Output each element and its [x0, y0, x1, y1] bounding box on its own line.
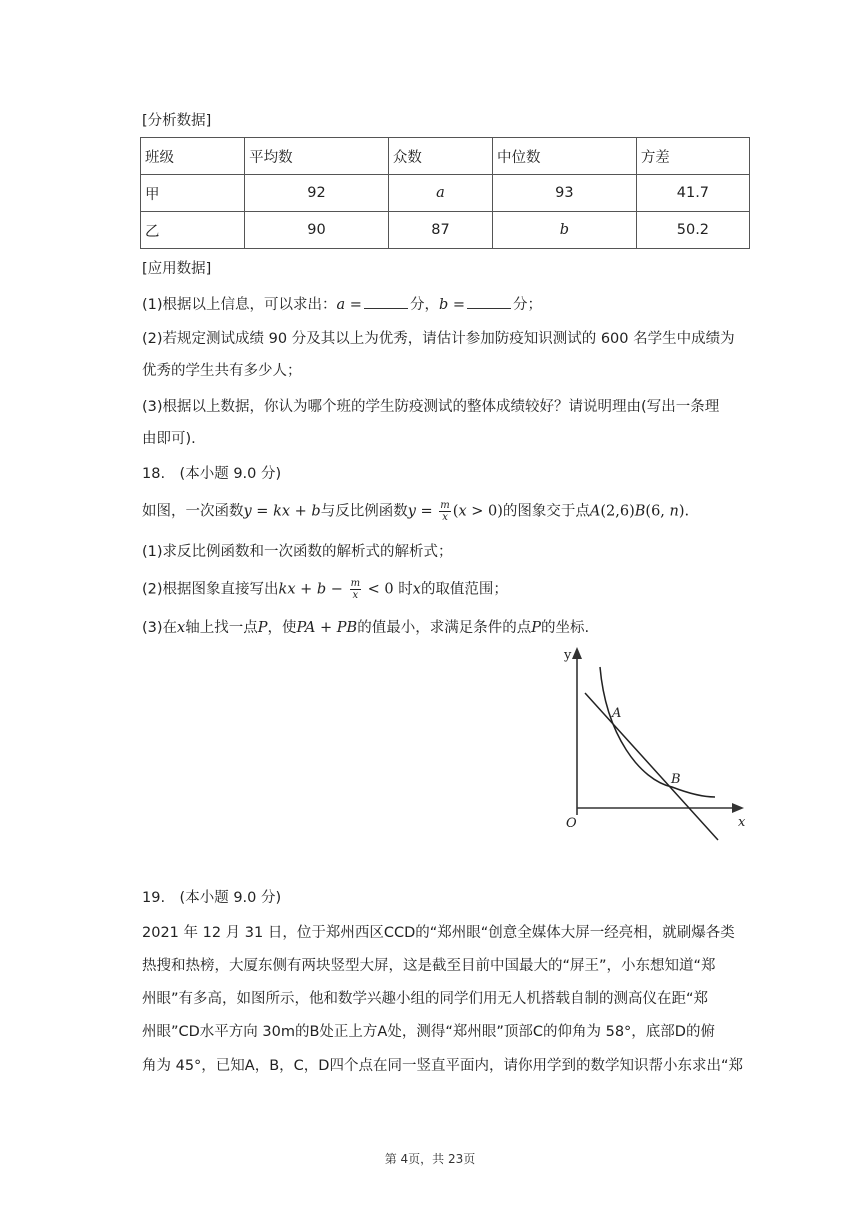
q17-part1-text: (1)根据以上信息，可以求出：	[142, 297, 337, 313]
q18-intro-text-2: 与反比例函数	[320, 503, 408, 520]
q17-part2-line1: (2)若规定测试成绩 90 分及其以上为优秀，请估计参加防疫知识测试的 600 名学生中成绩为	[142, 331, 735, 347]
q17-part1-text-3: 分；	[513, 297, 543, 313]
table-cell: 41.7	[636, 175, 749, 212]
point-b-label: B	[671, 772, 681, 787]
origin-label: O	[566, 816, 577, 831]
y-axis-arrow	[572, 647, 582, 659]
table-row	[141, 212, 750, 249]
q18-part2-text-2: 时	[398, 581, 413, 598]
table-cell: 乙	[141, 212, 245, 249]
q17-part1-text-2: 分，	[409, 297, 439, 313]
q18-part2-text-3: 的取值范围；	[420, 581, 508, 598]
answer-blank-b	[467, 294, 511, 309]
table-cell: 50.2	[636, 212, 749, 249]
q17-part2-line2: 优秀的学生共有多少人；	[142, 363, 302, 379]
q18-part2: (2)根据图象直接写出kx + b − $\frac{m}{x}$ < 0 时x的取值范围；	[142, 578, 508, 601]
table-header-cell: 方差	[636, 138, 749, 175]
q18-intro: 如图，一次函数y = kx + b与反比例函数y = $\frac{m}{x}$ (x > 0)的图象交于点A(2,6)B(6, n).	[142, 500, 690, 523]
table-header-cell: 众数	[388, 138, 492, 175]
q17-part3-line1: (3)根据以上数据，你认为哪个班的学生防疫测试的整体成绩较好？请说明理由(写出一条理	[142, 399, 720, 415]
x-axis-arrow	[732, 803, 744, 813]
q18-part2-text: (2)根据图象直接写出	[142, 581, 279, 598]
table-row	[141, 175, 750, 212]
q18-part3-text-4: 的值最小，求满足条件的点	[357, 620, 532, 636]
point-a-label: A	[612, 706, 622, 721]
hyperbola-curve	[600, 667, 715, 797]
q18-part3: (3)在x轴上找一点P，使PA + PB的值最小，求满足条件的点P的坐标.	[142, 620, 590, 636]
x-axis-label: x	[738, 815, 746, 830]
q19-line: 2021 年 12 月 31 日，位于郑州西区CCD的“郑州眼“创意全媒体大屏一经亮相，就刷爆各类	[142, 925, 735, 941]
section-apply-heading: [应用数据]	[142, 261, 212, 277]
fraction-m-over-x: $\frac{m}{x}$	[440, 500, 450, 523]
table-header-cell: 平均数	[245, 138, 389, 175]
q18-part3-text-2: 轴上找一点	[185, 620, 258, 636]
table-cell: 90	[245, 212, 389, 249]
q18-part3-text: (3)在	[142, 620, 178, 636]
q19-line: 热搜和热榜，大厦东侧有两块竖型大屏，这是截至目前中国最大的“屏王”，小东想知道“郑	[142, 958, 716, 974]
q17-part3-line2: 由即可).	[142, 431, 196, 447]
q18-header: 18. (本小题 9.0 分)	[142, 466, 282, 482]
q18-intro-text: 如图，一次函数	[142, 503, 244, 520]
q19-header: 19. (本小题 9.0 分)	[142, 890, 282, 906]
linear-function-line	[585, 693, 718, 840]
fraction-m-over-x: $\frac{m}{x}$	[350, 578, 361, 601]
y-axis-label: y	[564, 648, 572, 663]
q19-line: 角为 45°，已知A，B，C，D四个点在同一竖直平面内，请你用学到的数学知识帮小东求出“郑	[142, 1058, 743, 1074]
stats-table	[140, 137, 750, 249]
table-cell: 92	[245, 175, 389, 212]
q17-part1: (1)根据以上信息，可以求出：a = 分，b = 分；	[142, 294, 542, 315]
q19-line: 州眼”有多高，如图所示，他和数学兴趣小组的同学们用无人机搭载自制的测高仪在距“郑	[142, 991, 709, 1007]
table-header-row	[141, 138, 750, 175]
q18-part1: (1)求反比例函数和一次函数的解析式的解析式；	[142, 544, 453, 560]
table-cell: 87	[388, 212, 492, 249]
section-analysis-heading: [分析数据]	[142, 113, 212, 129]
table-cell: 甲	[141, 175, 245, 212]
table-header-cell: 班级	[141, 138, 245, 175]
q19-line: 州眼”CD水平方向 30m的B处正上方A处，测得“郑州眼”顶部C的仰角为 58°，底部D的俯	[142, 1024, 715, 1040]
table-header-cell: 中位数	[493, 138, 637, 175]
answer-blank-a	[364, 294, 408, 309]
page-footer: 第 4页，共 23页	[384, 1152, 476, 1166]
table-cell: 93	[493, 175, 637, 212]
table-cell: b	[493, 212, 637, 249]
function-graph	[560, 645, 755, 845]
q18-part3-text-5: 的坐标.	[540, 620, 590, 636]
q18-intro-text-3: 的图象交于点	[502, 503, 590, 520]
q18-part3-text-3: ，使	[267, 620, 297, 636]
table-cell: a	[388, 175, 492, 212]
